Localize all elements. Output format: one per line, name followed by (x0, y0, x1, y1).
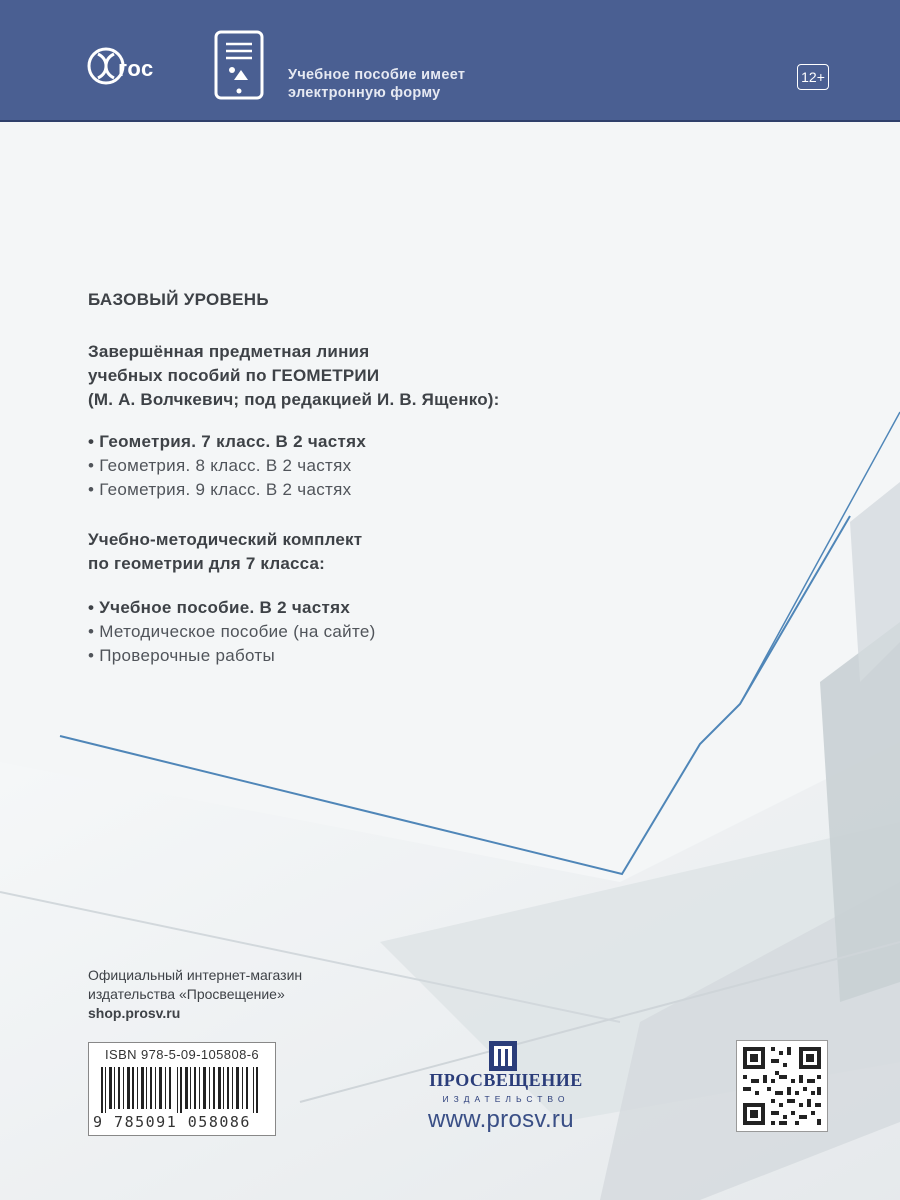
tablet-icon (214, 30, 264, 100)
list-item: • Учебное пособие. В 2 частях (88, 598, 351, 617)
umk-list (88, 596, 376, 668)
shop-info (88, 966, 302, 1023)
subject-line-title-2: учебных пособий по ГЕОМЕТРИИ (88, 366, 380, 385)
list-item: • Геометрия. 7 класс. В 2 частях (88, 432, 367, 451)
umk-title (88, 528, 362, 576)
shop-line-1: Официальный интернет-магазин (88, 967, 303, 983)
prosveshchenie-logo-icon (488, 1040, 518, 1072)
isbn-barcode-box (88, 1042, 276, 1136)
level-heading: БАЗОВЫЙ УРОВЕНЬ (88, 290, 269, 309)
shop-url[interactable]: shop.prosv.ru (88, 1005, 181, 1021)
umk-title-2: по геометрии для 7 класса: (88, 554, 326, 573)
list-item: • Проверочные работы (88, 646, 276, 665)
publisher-name: ПРОСВЕЩЕНИЕ (429, 1070, 583, 1090)
qr-code-icon (736, 1040, 828, 1132)
publisher-website[interactable]: www.prosv.ru (428, 1106, 574, 1133)
list-item: • Методическое пособие (на сайте) (88, 622, 376, 641)
electronic-form-line-2: электронную форму (288, 85, 441, 101)
subject-line-title (88, 340, 500, 412)
age-rating-badge: 12+ (797, 64, 829, 90)
shop-line-2: издательства «Просвещение» (88, 986, 285, 1002)
list-item: • Геометрия. 8 класс. В 2 частях (88, 456, 352, 475)
electronic-form-line-1: Учебное пособие имеет (288, 67, 466, 83)
umk-title-1: Учебно-методический комплект (88, 530, 363, 549)
subject-line-title-1: Завершённая предметная линия (88, 342, 370, 361)
electronic-form-note (288, 66, 465, 102)
isbn-label: ISBN 978-5-09-105808-6 (105, 1047, 260, 1062)
subject-line-title-3: (М. А. Волчкевич; под редакцией И. В. Ященко): (88, 390, 500, 409)
fgos-logo-text: гос (118, 56, 154, 81)
list-item: • Геометрия. 9 класс. В 2 частях (88, 480, 352, 499)
publisher-subtitle: ИЗДАТЕЛЬСТВО (442, 1094, 570, 1104)
barcode-digits: 9 785091 058086 (93, 1113, 251, 1131)
barcode-icon (101, 1067, 261, 1113)
subject-line-list (88, 430, 366, 502)
